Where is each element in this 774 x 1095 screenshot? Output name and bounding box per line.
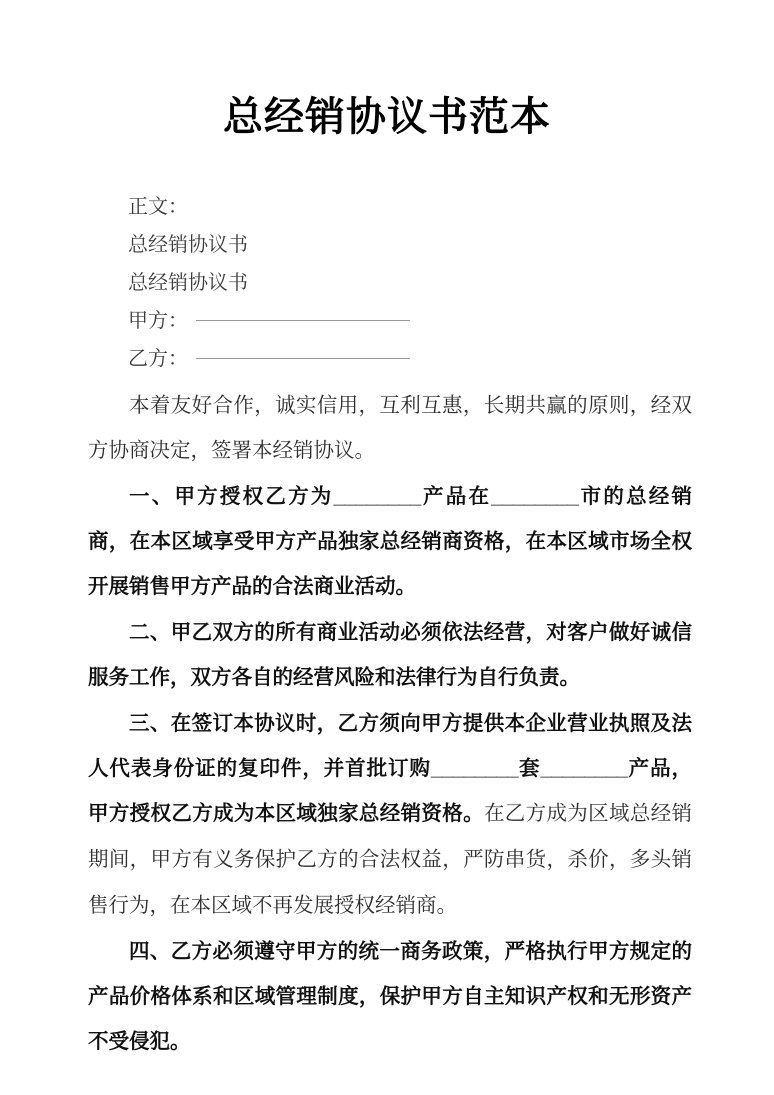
clause-number: 一、 xyxy=(129,485,175,508)
clause-text-a: 乙方必须遵守甲方的统一商务政策，严格执行甲方规定的产品价格体系和区域管理制度，保护甲方自主知识产权和无形资产不受侵犯。 xyxy=(88,940,693,1053)
clause-text-a: 甲方授权乙方为 xyxy=(174,485,334,508)
clause-text-b: 产品在 xyxy=(420,485,492,508)
clause-text-b: 套 xyxy=(518,757,541,780)
clause-blank-2[interactable]: ________ xyxy=(540,757,628,780)
clause-blank-2[interactable]: ________ xyxy=(491,485,579,508)
clause-regular-tail: 在乙方成为区域总经销期间，甲方有义务保护乙方的合法权益，严防串货，杀价，多头销售行为，在本区域不再发展授权经销商。 xyxy=(88,803,693,917)
clause-text-c: 市的总经销商，在本区域享受甲方产品独家总经销商资格，在本区域市场全权开展销售甲方产品的合法商业活动。 xyxy=(88,485,693,598)
clause-item-1 xyxy=(88,474,692,610)
party-b-label: 乙方： xyxy=(128,348,188,370)
party-a-label: 甲方： xyxy=(128,310,188,332)
preamble-paragraph: 本着友好合作，诚实信用，互利互惠，长期共赢的原则，经双方协商决定，签署本经销协议。 xyxy=(88,395,692,462)
party-b-blank-line[interactable] xyxy=(196,358,410,359)
document-body xyxy=(88,188,692,1065)
page-title: 总经销协议书范本 xyxy=(223,95,551,139)
party-a-blank-line[interactable] xyxy=(196,320,410,321)
clause-text-c: 产品，甲方授权乙方成为本区域独家总经销资格。 xyxy=(88,757,693,825)
prelim-label: 总经销协议书 xyxy=(128,272,248,294)
clause-item-4 xyxy=(88,929,692,1065)
prelim-line-zhengwen xyxy=(88,188,692,226)
clause-number: 三、 xyxy=(129,712,171,735)
clause-text-a: 在签订本协议时，乙方须向甲方提供本企业营业执照及法人代表身份证的复印件，并首批订购 xyxy=(88,712,693,780)
clause-item-3 xyxy=(88,701,692,929)
clause-item-2 xyxy=(88,610,692,701)
prelim-label: 总经销协议书 xyxy=(128,234,248,256)
prelim-line-agreement-title-2 xyxy=(88,264,692,302)
party-b-field xyxy=(88,340,692,378)
clause-number: 二、 xyxy=(129,621,171,644)
clause-number: 四、 xyxy=(129,940,171,963)
clause-blank-1[interactable]: ________ xyxy=(430,757,519,780)
party-a-field xyxy=(88,302,692,340)
prelim-line-agreement-title-1 xyxy=(88,226,692,264)
clause-blank-1[interactable]: ________ xyxy=(333,485,421,508)
prelim-label: 正文： xyxy=(128,196,188,218)
clause-text-a: 甲乙双方的所有商业活动必须依法经营，对客户做好诚信服务工作，双方各自的经营风险和法律行为自行负责。 xyxy=(88,621,693,689)
